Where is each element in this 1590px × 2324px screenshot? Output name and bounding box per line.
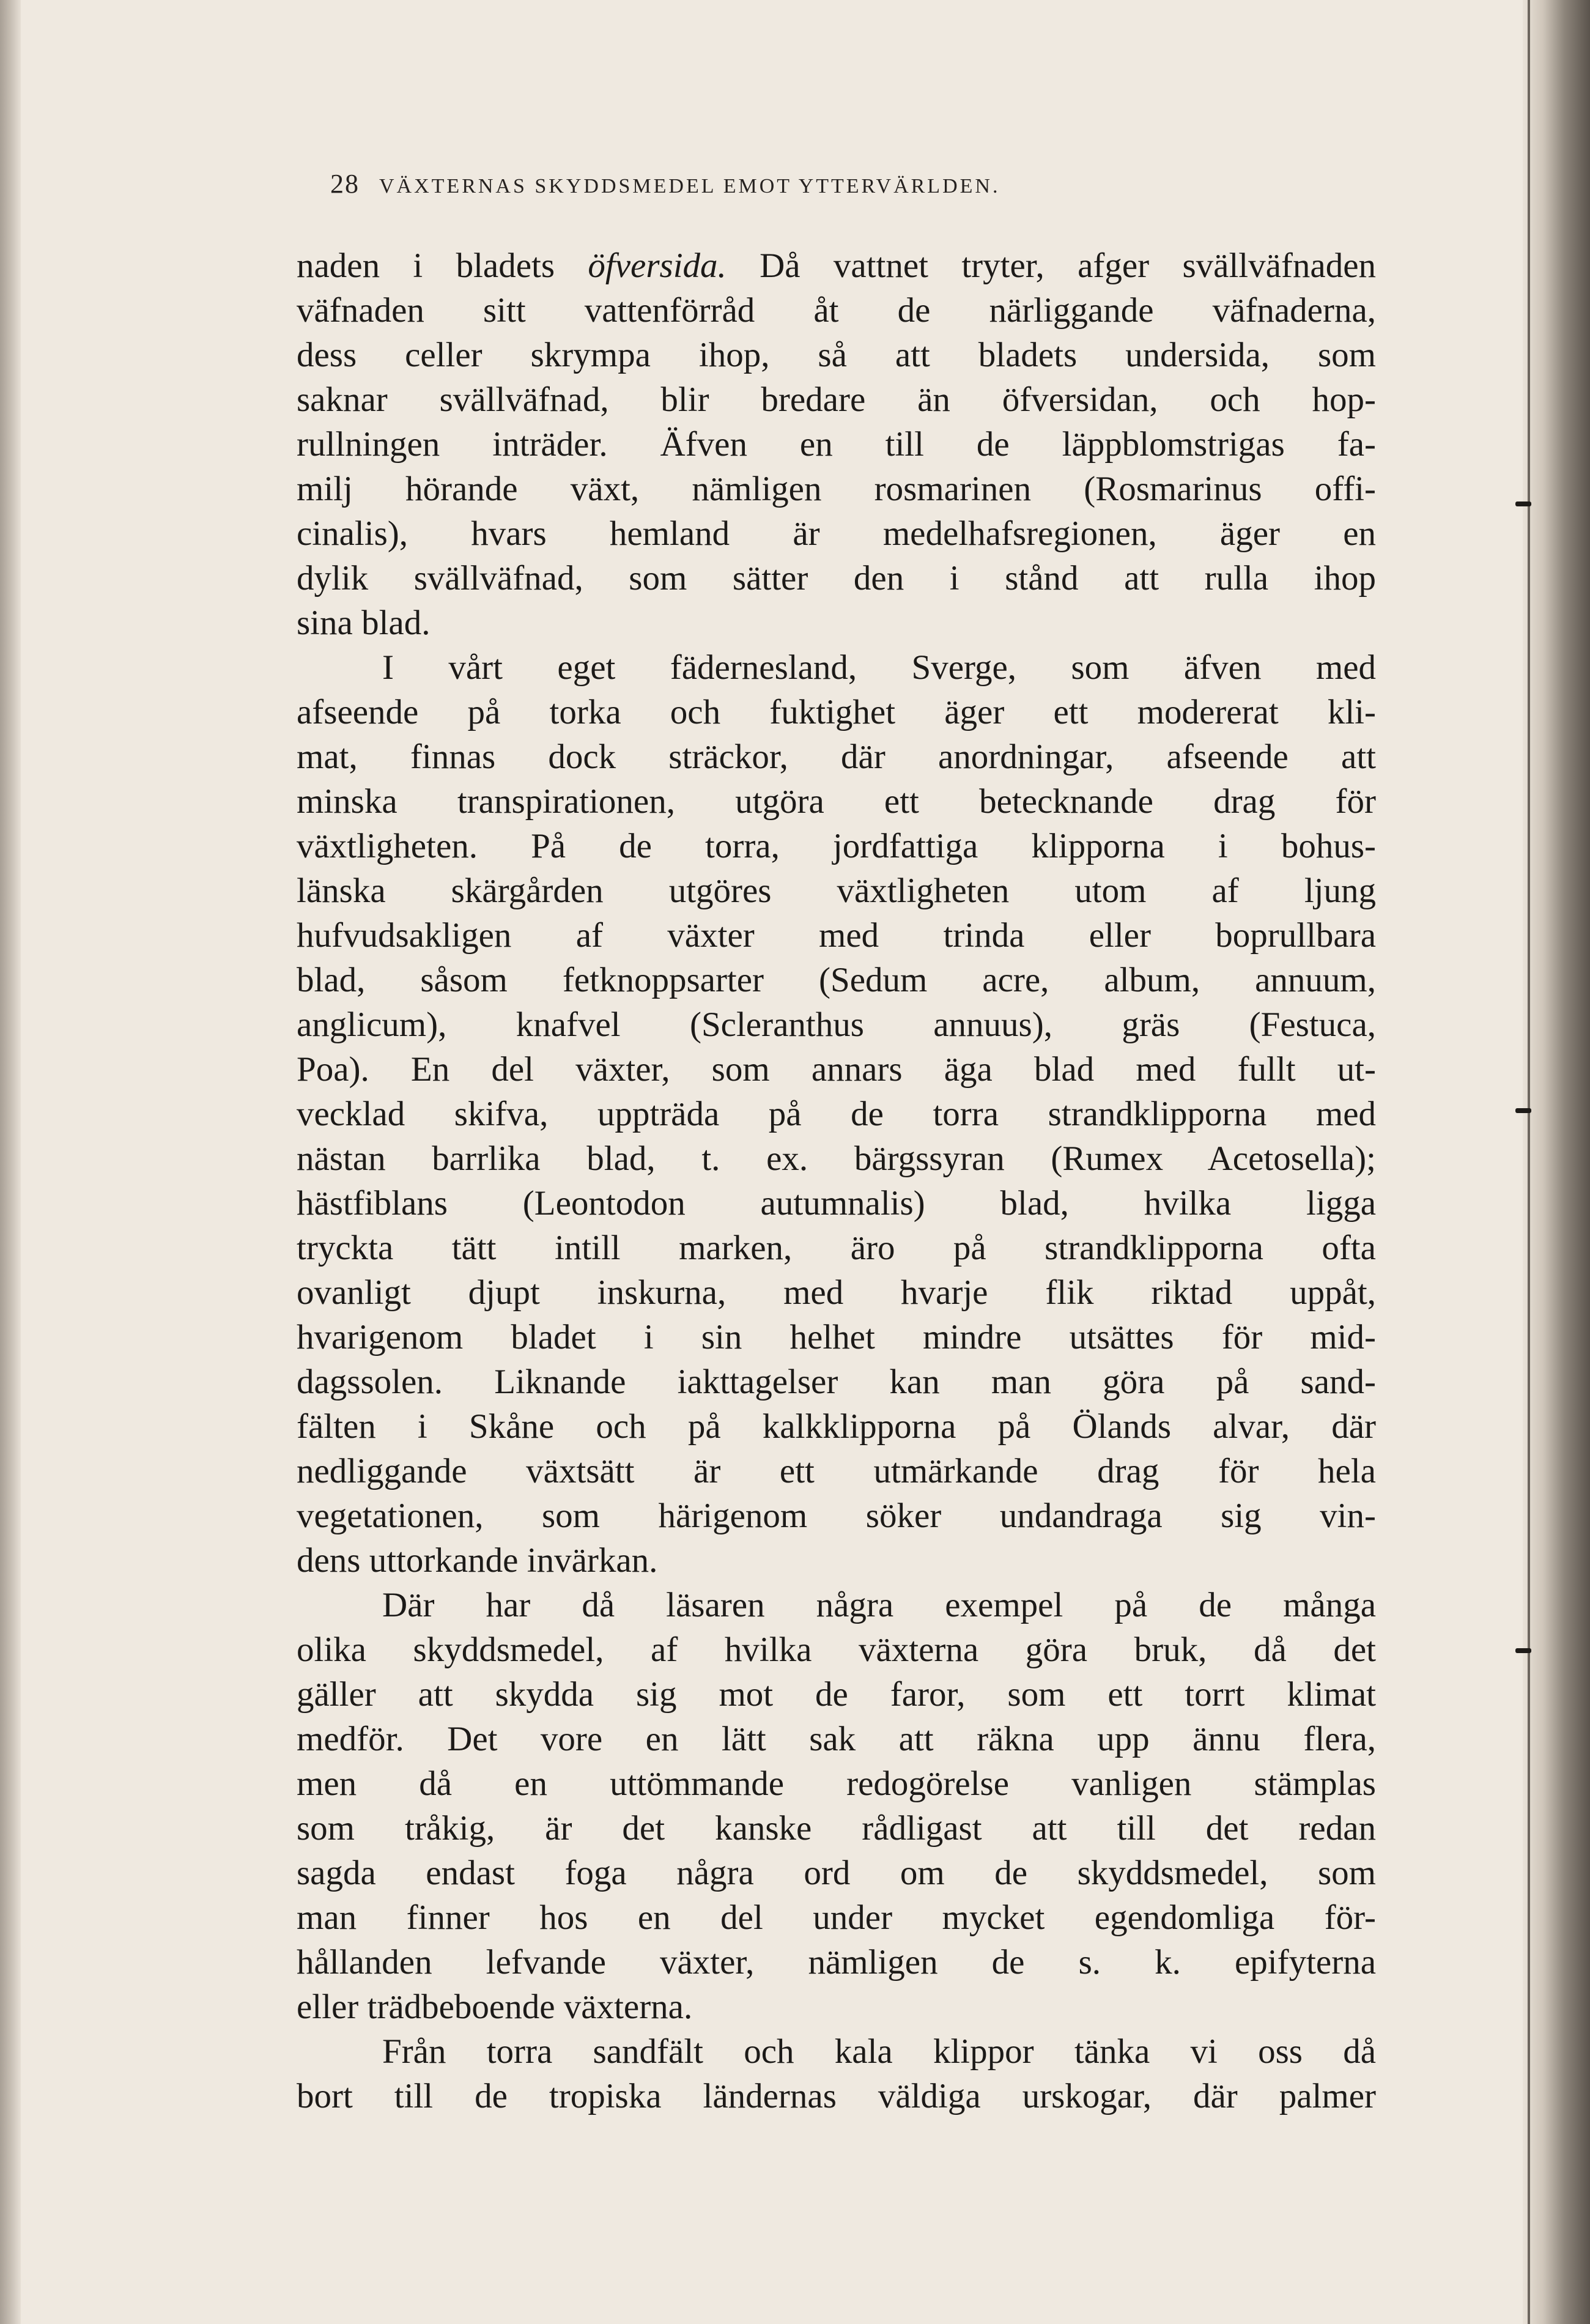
text-line: fälten i Skåne och på kalkklipporna på Ölands alvar, där xyxy=(297,1407,1376,1446)
body-text xyxy=(297,243,1376,2119)
text-line: medför. Det vore en lätt sak att räkna upp ännu flera, xyxy=(297,1720,1376,1758)
text-line: saknar svällväfnad, blir bredare än öfversidan, och hop- xyxy=(297,380,1376,419)
text-line: bort till de tropiska ländernas väldiga urskogar, där palmer xyxy=(297,2077,1376,2115)
page-number: 28 xyxy=(330,169,360,199)
text-line: minska transpirationen, utgöra ett betecknande drag för xyxy=(297,782,1376,821)
italic-word: öfversida. xyxy=(588,246,727,285)
text-line: eller trädbeboende växterna. xyxy=(297,1988,693,2026)
text-run: Då vattnet tryter, afger svällväfnaden xyxy=(726,246,1376,285)
text-line: nästan barrlika blad, t. ex. bärgssyran (Rumex Acetosella); xyxy=(297,1139,1376,1178)
text-line: dens uttorkande invärkan. xyxy=(297,1541,658,1580)
text-line: dagssolen. Liknande iakttagelser kan man göra på sand- xyxy=(297,1363,1376,1401)
running-title: VÄXTERNAS SKYDDSMEDEL EMOT YTTERVÄRLDEN. xyxy=(379,175,1000,198)
text-line xyxy=(297,243,1376,288)
edge-mark xyxy=(1515,501,1531,506)
text-line: tryckta tätt intill marken, äro på strandklipporna ofta xyxy=(297,1229,1376,1267)
text-line: ovanligt djupt inskurna, med hvarje flik riktad uppåt, xyxy=(297,1273,1376,1312)
text-line: I vårt eget fädernesland, Sverge, som äfven med xyxy=(382,648,1376,687)
text-line: Poa). En del växter, som annars äga blad med fullt ut- xyxy=(297,1050,1376,1089)
text-line: hufvudsakligen af växter med trinda eller boprullbara xyxy=(297,916,1376,955)
page-edge-shadow xyxy=(1523,0,1590,2324)
text-line: mat, finnas dock sträckor, där anordningar, afseende att xyxy=(297,738,1376,776)
text-line: dylik svällväfnad, som sätter den i stånd att rulla ihop xyxy=(297,559,1376,598)
text-line: milj hörande växt, nämligen rosmarinen (Rosmarinus offi- xyxy=(297,470,1376,508)
text-line: sina blad. xyxy=(297,604,431,642)
text-line: länska skärgården utgöres växtligheten utom af ljung xyxy=(297,871,1376,910)
text-line: Från torra sandfält och kala klippor tänka vi oss då xyxy=(382,2032,1376,2071)
text-line: Där har då läsaren några exempel på de många xyxy=(382,1586,1376,1624)
text-line: vegetationen, som härigenom söker undandraga sig vin- xyxy=(297,1497,1376,1535)
text-line: hästfiblans (Leontodon autumnalis) blad, hvilka ligga xyxy=(297,1184,1376,1223)
page-edge-line xyxy=(1528,0,1530,2324)
edge-mark xyxy=(1515,1648,1531,1653)
binding-gutter xyxy=(0,0,21,2324)
text-line: blad, såsom fetknoppsarter (Sedum acre, album, annuum, xyxy=(297,961,1376,999)
text-line: olika skyddsmedel, af hvilka växterna göra bruk, då det xyxy=(297,1630,1376,1669)
text-line: nedliggande växtsätt är ett utmärkande drag för hela xyxy=(297,1452,1376,1490)
text-line: afseende på torka och fuktighet äger ett modererat kli- xyxy=(297,693,1376,731)
text-line: man finner hos en del under mycket egendomliga för- xyxy=(297,1898,1376,1937)
text-line: sagda endast foga några ord om de skyddsmedel, som xyxy=(297,1854,1376,1892)
text-line: dess celler skrympa ihop, så att bladets undersida, som xyxy=(297,336,1376,374)
text-line: hållanden lefvande växter, nämligen de s. k. epifyterna xyxy=(297,1943,1376,1982)
text-line: cinalis), hvars hemland är medelhafsregionen, äger en xyxy=(297,514,1376,553)
text-run: naden i bladets xyxy=(297,246,588,285)
text-line: vecklad skifva, uppträda på de torra strandklipporna med xyxy=(297,1095,1376,1133)
text-line: växtligheten. På de torra, jordfattiga klipporna i bohus- xyxy=(297,827,1376,865)
text-line: väfnaden sitt vattenförråd åt de närliggande väfnaderna, xyxy=(297,291,1376,330)
text-line: anglicum), knafvel (Scleranthus annuus), gräs (Festuca, xyxy=(297,1005,1376,1044)
text-line: rullningen inträder. Äfven en till de läppblomstrigas fa- xyxy=(297,425,1376,464)
edge-mark xyxy=(1515,1108,1531,1113)
running-head xyxy=(330,168,1370,211)
text-line: men då en uttömmande redogörelse vanligen stämplas xyxy=(297,1764,1376,1803)
text-line: hvarigenom bladet i sin helhet mindre utsättes för mid- xyxy=(297,1318,1376,1356)
text-line: gäller att skydda sig mot de faror, som ett torrt klimat xyxy=(297,1675,1376,1714)
text-line: som tråkig, är det kanske rådligast att till det redan xyxy=(297,1809,1376,1848)
